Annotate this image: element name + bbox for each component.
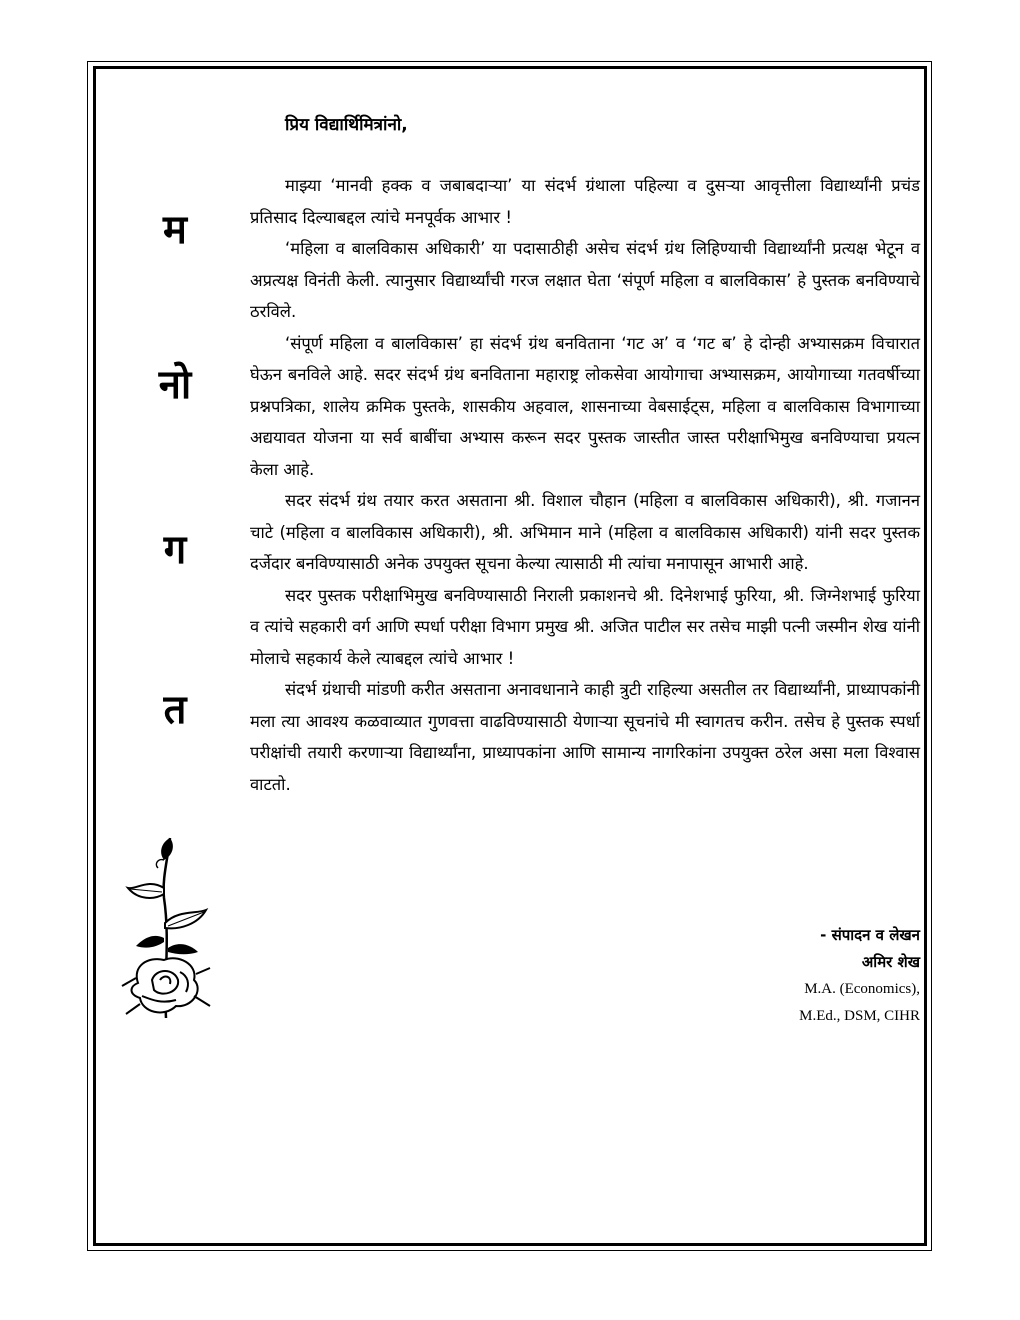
- paragraph: संदर्भ ग्रंथाची मांडणी करीत असताना अनावधानाने काही त्रुटी राहिल्या असतील तर विद्यार्थ्यांनी, प्राध्यापकांनी मला त्या आवश्य कळवाव्यात गुणवत्ता वाढविण्यासाठी येणाऱ्या सूचनांचे मी स्वागतच करीन. तसेच हे पुस्तक स्पर्धा परीक्षांची तयारी करणाऱ्या विद्यार्थ्यांना, प्राध्यापकांना आणि सामान्य नागरिकांना उपयुक्त ठरेल असा मला विश्वास वाटतो.: [250, 680, 920, 794]
- paragraph: सदर संदर्भ ग्रंथ तयार करत असताना श्री. विशाल चौहान (महिला व बालविकास अधिकारी), श्री. गजानन चाटे (महिला व बालविकास अधिकारी), श्री. अभिमान माने (महिला व बालविकास अधिकारी) यांनी सदर पुस्तक दर्जेदार बनविण्यासाठी अनेक उपयुक्त सूचना केल्या त्यासाठी मी त्यांचा मनापासून आभारी आहे.: [250, 491, 920, 573]
- side-letter: ग: [163, 527, 187, 573]
- side-letter: त: [163, 687, 187, 733]
- greeting: प्रिय विद्यार्थिमित्रांनो,: [285, 115, 408, 135]
- signature-qualification: M.A. (Economics),: [804, 981, 920, 997]
- side-letter: नो: [158, 362, 192, 408]
- side-letter: म: [163, 207, 187, 253]
- letter-body: [250, 110, 920, 800]
- paragraph: ‘संपूर्ण महिला व बालविकास’ हा संदर्भ ग्रंथ बनविताना ‘गट अ’ व ‘गट ब’ हे दोन्ही अभ्यासक्रम विचारात घेऊन बनविले आहे. सदर संदर्भ ग्रंथ बनविताना महाराष्ट्र लोकसेवा आयोगाचा अभ्यासक्रम, आयोगाच्या गतवर्षीच्या प्रश्नपत्रिका, शालेय क्रमिक पुस्तके, शासकीय अहवाल, शासनाच्या वेबसाईट्स, महिला व बालविकास विभागाच्या अद्ययावत योजना या सर्व बाबींचा अभ्यास करून सदर पुस्तक जास्तीत जास्त परीक्षाभिमुख बनविण्याचा प्रयत्न केला आहे.: [250, 333, 920, 479]
- paragraph: सदर पुस्तक परीक्षाभिमुख बनविण्यासाठी निराली प्रकाशनचे श्री. दिनेशभाई फुरिया, श्री. जिग्नेशभाई फुरिया व त्यांचे सहकारी वर्ग आणि स्पर्धा परीक्षा विभाग प्रमुख श्री. अजित पाटील सर तसेच माझी पत्नी जस्मीन शेख यांनी मोलाचे सहकार्य केले त्याबद्दल त्यांचे आभार !: [250, 585, 920, 668]
- paragraph: ‘महिला व बालविकास अधिकारी’ या पदासाठीही असेच संदर्भ ग्रंथ लिहिण्याची विद्यार्थ्यांनी प्रत्यक्ष भेटून व अप्रत्यक्ष विनंती केली. त्यानुसार विद्यार्थ्यांची गरज लक्षात घेता ‘संपूर्ण महिला व बालविकास’ हे पुस्तक बनविण्याचे ठरविले.: [250, 239, 920, 321]
- paragraph: माझ्या ‘मानवी हक्क व जबाबदाऱ्या’ या संदर्भ ग्रंथाला पहिल्या व दुसऱ्या आवृत्तीला विद्यार्थ्यांनी प्रचंड प्रतिसाद दिल्याबद्दल त्यांचे मनपूर्वक आभार !: [250, 176, 920, 227]
- signature-qualification: M.Ed., DSM, CIHR: [799, 1008, 920, 1024]
- signature-role: - संपादन व लेखन: [820, 926, 920, 944]
- signature-block: [799, 922, 920, 1030]
- rose-illustration-icon: [118, 828, 213, 1023]
- signature-name: अमिर शेख: [861, 953, 920, 971]
